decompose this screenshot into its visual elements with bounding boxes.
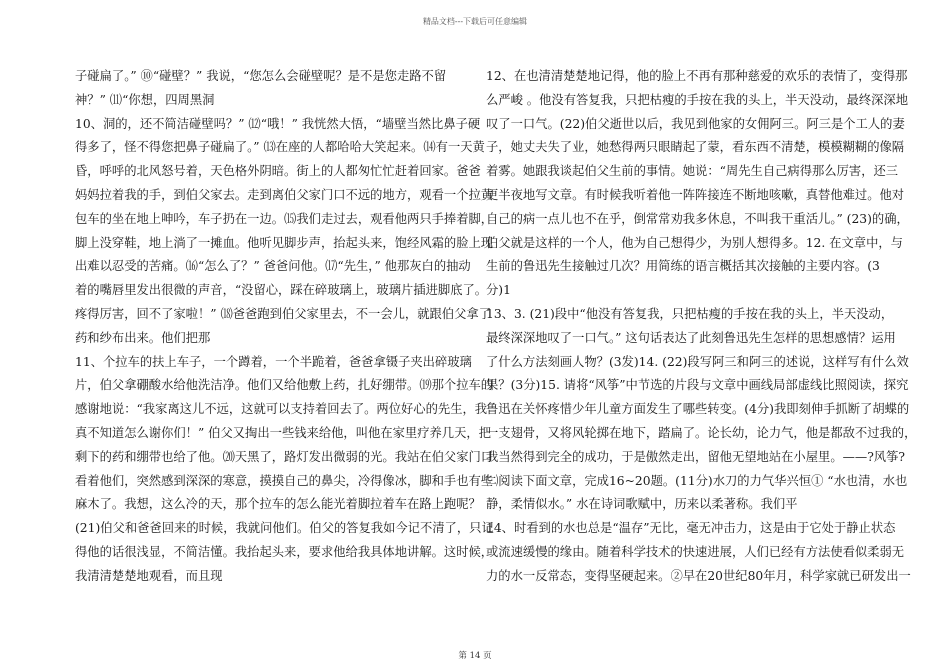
text-line: 感谢地说：“我家离这儿不远，这就可以支持着回去了。两位好心的先生，我 — [75, 402, 488, 417]
text-line: 11、个拉车的扶上车子，一个蹲着，一个半跪着，爸爸拿镊子夹出碎玻璃 — [75, 354, 472, 369]
text-line: 了什么方法刻画人物？(3发)14. (22)段写阿三和阿三的述说，这样写有什么效 — [486, 354, 909, 369]
text-line: 么严峻 。他没有答复我，只把枯瘦的手按在我的头上，半天没动，最终深深地 — [486, 92, 909, 107]
text-line: 着的嘴唇里发出很微的声音，“没留心，踩在碎玻璃上，玻璃片插进脚底了。 — [75, 283, 488, 298]
text-line: 子碰扁了。” ⑩“碰壁？” 我说，“您怎么会碰壁呢？是不是您走路不留 — [75, 69, 447, 83]
text-line: 得多了，怪不得您把鼻子碰扁了。” ⒀在座的人都哈哈大笑起来。⒁有一天黄 — [75, 140, 485, 155]
text-line: 或流速缓慢的缘由。随着科学技术的快速进展，人们已经有方法使看似柔弱无 — [486, 544, 905, 559]
text-line: 麻木了。我想，这么冷的天，那个拉车的怎么能光着脚拉着车在路上跑呢？ — [75, 497, 481, 512]
text-line: 13、3. (21)段中“他没有答复我，只把枯瘦的手按在我的头上，半天没动， — [486, 306, 894, 321]
text-line: 着雾。她跟我谈起伯父生前的事情。她说：“周先生自己病得那么厉害，还三 — [486, 164, 899, 179]
text-line: 更半夜地写文章。有时候我听着他一阵阵接连不断地咳嗽，真替他难过。他对 — [486, 187, 905, 202]
text-line: 14、时看到的水也总是“温存”无比，毫无冲击力，这是由于它处于静止状态 — [486, 521, 896, 536]
text-line: 分)1 — [486, 283, 511, 298]
text-line: 果？(3分)15. 请将“风筝”中节选的片段与文章中画线局部虚线比照阅读，探究 — [486, 378, 909, 393]
text-line: 力的水一反常态，变得坚硬起来。②早在20世纪80年月，科学家就已研发出一 — [486, 568, 911, 583]
text-line: 剩下的药和绷带也给了他。⒇天黑了，路灯发出微弱的光。我站在伯父家门口 — [75, 449, 494, 464]
text-line: 包车的坐在地上呻吟，车子扔在一边。⒂我们走过去，观看他两只手捧着脚， — [75, 211, 494, 226]
text-line: 昏，呼呼的北风怒号着，天色格外阴暗。街上的人都匆忙忙赶着回家。爸爸 — [75, 164, 481, 179]
text-line: 出难以忍受的苦痛。⒃“怎么了？” 爸爸问他。⒄“先生，” 他那灰白的抽动 — [75, 259, 471, 274]
text-line: ㈡阅读下面文章，完成16~20题。(11分)水刀的力气华兴恒① “水也清，水也 — [486, 473, 908, 488]
text-line: 脚上没穿鞋，地上淌了一摊血。他听见脚步声，抬起头来，饱经风霜的脸上现 — [75, 235, 494, 250]
text-line: 疼得厉害，回不了家啦！” ⒅爸爸跑到伯父家里去，不一会儿，就跟伯父拿了 — [75, 306, 491, 321]
page-header: 精品文档---下载后可任意编辑 — [422, 17, 528, 26]
text-line: 得他的话很浅显，不简洁懂。我抬起头来，要求他给我具体地讲解。这时候， — [75, 544, 494, 559]
text-line: 真不知道怎么谢你们！” 伯父又掏出一些钱来给他，叫他在家里疗养几天，把 — [75, 425, 491, 440]
text-line: 12、在也清清楚楚地记得，他的脸上不再有那种慈爱的欢乐的表情了，变得那 — [486, 69, 908, 83]
text-line: 我清清楚楚地观看，而且现 — [75, 568, 223, 583]
text-line: 静，柔情似水。” 水在诗词歌赋中，历来以柔著称。我们平 — [486, 497, 798, 512]
page-footer: 第 14 页 — [458, 651, 492, 661]
text-line: 神？” ⑾“你想，四周黑洞 — [75, 92, 215, 107]
text-line: (21)伯父和爸爸回来的时候，我就问他们。伯父的答复我如今记不清了，只记 — [75, 521, 494, 536]
text-line: 看着他们，突然感到深深的寒意，摸摸自己的鼻尖，冷得像冰，脚和手也有些 — [75, 473, 494, 488]
text-line: 药和纱布出来。他们把那 — [75, 330, 211, 345]
text-line: 一支翅骨，又将风轮掷在地下，踏扁了。论长幼，论力气，他是都敌不过我的， — [486, 425, 917, 440]
text-line: 子，她丈夫失了业，她愁得两只眼睛起了蒙，看东西不清楚，模模糊糊的像隔 — [486, 140, 905, 155]
left-column — [75, 65, 494, 589]
text-line: 我当然得到完全的成功，于是傲然走出，留他无望地站在小屋里。——?风筝? — [486, 449, 905, 464]
text-line: 10、洞的，还不简洁碰壁吗？” ⑿“哦！” 我恍然大悟，“墙壁当然比鼻子硬 — [75, 116, 481, 131]
text-line: 伯父就是这样的一个人，他为自己想得少，为别人想得多。12. 在文章中，与 — [486, 235, 903, 250]
text-line: 自己的病一点儿也不在乎，倒常常劝我多休息，不叫我干重活儿。” (23)的确， — [486, 211, 909, 226]
text-line: 妈妈拉着我的手，到伯父家去。走到离伯父家门口不远的地方，观看一个拉黄 — [75, 187, 494, 202]
text-line: 叹了一口气。(22)伯父逝世以后，我见到他家的女佣阿三。阿三是个工人的妻 — [486, 116, 905, 131]
text-line: 最终深深地叹了一口气。” 这句话表达了此刻鲁迅先生怎样的思想感情？运用 — [486, 330, 896, 345]
text-line: 鲁迅在关怀疼惜少年儿童方面发生了哪些转变。(4分)我即刻伸手抓断了胡蝶的 — [486, 402, 910, 417]
text-line: 片，伯父拿硼酸水给他洗洁净。他们又给他敷上药，扎好绷带。⒆那个拉车的 — [75, 378, 494, 393]
text-line: 生前的鲁迅先生接触过几次？用简练的语言概括其次接触的主要内容。(3 — [486, 259, 880, 274]
right-column — [486, 65, 917, 589]
